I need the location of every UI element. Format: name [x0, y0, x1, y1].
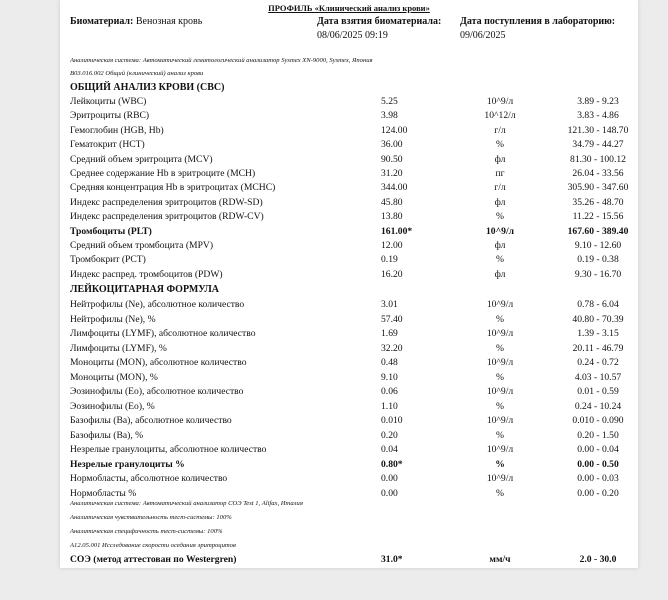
result-value: 124.00 [381, 124, 408, 136]
analyte-name: Индекс распред. тромбоцитов (PDW) [70, 268, 223, 280]
result-value: 0.00 [381, 487, 398, 499]
reference-range: 20.11 - 46.79 [572, 342, 624, 354]
table-row [60, 153, 638, 167]
analyte-name: Средняя концентрация Hb в эритроцитах (MCHC) [70, 182, 276, 194]
reference-range: 0.00 - 0.03 [577, 473, 619, 484]
table-row [60, 298, 638, 312]
analyte-name: Нейтрофилы (Ne), абсолютное количество [70, 299, 245, 310]
unit: г/л [494, 182, 506, 194]
sensitivity-note: Аналитическая чувствительность тест-системы: 100% [70, 514, 232, 521]
unit: 10^9/л [486, 444, 514, 455]
lab-date-label: Дата поступления в лабораторию: [460, 16, 616, 27]
reference-range: 4.03 - 10.57 [574, 371, 622, 383]
reference-range: 0.00 - 0.20 [577, 487, 619, 499]
biomaterial-label: Биоматериал: [70, 16, 134, 27]
reference-range: 167.60 - 389.40 [567, 225, 629, 237]
sample-date-value: 08/06/2025 09:19 [317, 30, 388, 41]
result-value: 344.00 [381, 182, 408, 194]
cbc-section-title: ОБЩИЙ АНАЛИЗ КРОВИ (CBC) [70, 82, 225, 93]
analyte-name: Моноциты (MON), абсолютное количество [70, 357, 247, 368]
table-row [60, 268, 638, 282]
reference-range: 0.010 - 0.090 [572, 415, 624, 426]
reference-range: 0.24 - 10.24 [574, 400, 622, 412]
table-row [60, 414, 638, 428]
table-row [60, 458, 638, 472]
analyte-name: Гематокрит (HCT) [70, 139, 145, 151]
biomaterial [70, 16, 202, 27]
unit: 10^9/л [486, 328, 514, 339]
unit: фл [494, 196, 506, 208]
result-value: 0.20 [381, 429, 398, 441]
unit: % [496, 429, 504, 441]
result-value: 0.19 [381, 254, 398, 266]
unit: 10^9/л [486, 415, 514, 426]
table-row [60, 181, 638, 195]
unit: г/л [494, 124, 506, 136]
table-row [60, 553, 638, 567]
lab-date-value: 09/06/2025 [460, 30, 506, 41]
table-row [60, 196, 638, 210]
result-value: 32.20 [381, 342, 403, 354]
table-row [60, 313, 638, 327]
table-row [60, 225, 638, 239]
analyte-name: Средний объем тромбоцита (MPV) [70, 240, 214, 251]
reference-range: 0.19 - 0.38 [577, 254, 619, 266]
unit: % [496, 254, 504, 266]
table-row [60, 95, 638, 109]
result-value: 3.01 [381, 299, 398, 310]
unit: 10^9/л [485, 225, 514, 237]
result-value: 5.25 [381, 96, 398, 107]
table-row [60, 400, 638, 414]
reference-range: 121.30 - 148.70 [567, 124, 629, 136]
table-row [60, 472, 638, 486]
reference-range: 11.22 - 15.56 [572, 211, 624, 223]
unit: фл [494, 240, 506, 251]
unit: 10^12/л [484, 110, 516, 122]
unit: % [496, 139, 504, 151]
unit: % [496, 342, 504, 354]
analyte-name: Базофилы (Ba), % [70, 429, 144, 441]
table-row [60, 253, 638, 267]
result-value: 161.00* [381, 225, 413, 237]
biomaterial-value: Венозная кровь [135, 16, 203, 27]
unit: 10^9/л [486, 473, 514, 484]
unit: % [496, 487, 504, 499]
analyte-name: Нормобласты % [70, 487, 137, 499]
analyte-name: Лейкоциты (WBC) [70, 96, 147, 107]
reference-range: 2.0 - 30.0 [579, 554, 617, 565]
analyte-name: СОЭ (метод аттестован по Westergren) [70, 554, 237, 565]
reference-range: 0.01 - 0.59 [577, 386, 619, 397]
analyte-name: Индекс распределения эритроцитов (RDW-CV) [70, 211, 264, 223]
result-value: 31.20 [381, 168, 403, 179]
table-row [60, 429, 638, 443]
table-row [60, 109, 638, 123]
analyzer-note: Аналитическая система: Автоматический гематологический анализатор Sysmex XN-9000, Sysmex, Япония [70, 57, 373, 64]
result-value: 0.010 [381, 415, 403, 426]
table-row [60, 487, 638, 501]
result-value: 0.80* [381, 458, 403, 470]
table-row [60, 385, 638, 399]
table-row [60, 124, 638, 138]
unit: % [496, 313, 504, 325]
esr-analyzer-note: Аналитическая система: Автоматический анализатор СОЭ Test 1, Alifax, Италия [70, 500, 303, 507]
reference-range: 0.24 - 0.72 [577, 357, 619, 368]
report-page [60, 0, 638, 568]
result-value: 31.0* [381, 554, 403, 565]
unit: 10^9/л [486, 357, 514, 368]
analyte-name: Тромбоциты (PLT) [70, 225, 152, 237]
table-row [60, 443, 638, 457]
reference-range: 40.80 - 70.39 [572, 313, 624, 325]
result-value: 1.10 [381, 400, 398, 412]
unit: % [496, 371, 504, 383]
result-value: 13.80 [381, 211, 403, 223]
reference-range: 35.26 - 48.70 [572, 196, 624, 208]
unit: фл [494, 268, 506, 280]
table-row [60, 356, 638, 370]
unit: 10^9/л [486, 96, 514, 107]
analyte-name: Нормобласты, абсолютное количество [70, 473, 228, 484]
analyte-name: Моноциты (MON), % [70, 371, 158, 383]
specificity-note: Аналитическая специфичность тест-системы: 100% [70, 528, 223, 535]
analyte-name: Базофилы (Ba), абсолютное количество [70, 415, 232, 426]
analyte-name: Индекс распределения эритроцитов (RDW-SD) [70, 196, 263, 208]
table-row [60, 327, 638, 341]
analyte-name: Среднее содержание Hb в эритроците (MCH) [70, 168, 256, 179]
reference-range: 305.90 - 347.60 [567, 182, 629, 194]
analyte-name: Эритроциты (RBC) [70, 110, 150, 122]
reference-range: 0.20 - 1.50 [577, 429, 619, 441]
sample-date-label: Дата взятия биоматериала: [317, 16, 442, 27]
reference-range: 9.30 - 16.70 [574, 268, 622, 280]
reference-range: 81.30 - 100.12 [570, 153, 626, 165]
reference-range: 1.39 - 3.15 [577, 328, 619, 339]
analyte-name: Тромбокрит (PCT) [70, 254, 146, 266]
test-code-note: B03.016.002 Общий (клинический) анализ крови [70, 70, 204, 77]
reference-range: 26.04 - 33.56 [572, 168, 624, 179]
diff-section-title: ЛЕЙКОЦИТАРНАЯ ФОРМУЛА [70, 284, 219, 295]
reference-range: 0.00 - 0.04 [577, 444, 619, 455]
result-value: 0.48 [381, 357, 398, 368]
table-row [60, 342, 638, 356]
unit: % [496, 400, 504, 412]
analyte-name: Гемоглобин (HGB, Hb) [70, 124, 164, 136]
reference-range: 0.78 - 6.04 [577, 299, 619, 310]
analyte-name: Эозинофилы (Eo), % [70, 400, 155, 412]
result-value: 1.69 [381, 328, 398, 339]
reference-range: 34.79 - 44.27 [572, 139, 624, 151]
reference-range: 0.00 - 0.50 [577, 458, 619, 470]
result-value: 16.20 [381, 268, 403, 280]
reference-range: 9.10 - 12.60 [574, 240, 622, 251]
esr-code-note: A12.05.001 Исследование скорости оседания эритроцитов [70, 542, 236, 549]
unit: пг [495, 168, 505, 179]
profile-title: ПРОФИЛЬ «Клинический анализ крови» [268, 3, 430, 13]
result-value: 90.50 [381, 153, 403, 165]
analyte-name: Эозинофилы (Eo), абсолютное количество [70, 386, 244, 397]
unit: 10^9/л [486, 299, 514, 310]
result-value: 45.80 [381, 196, 403, 208]
table-row [60, 210, 638, 224]
result-value: 0.06 [381, 386, 398, 397]
reference-range: 3.83 - 4.86 [577, 110, 619, 122]
result-value: 12.00 [381, 240, 403, 251]
unit: фл [494, 153, 506, 165]
result-value: 0.04 [381, 444, 398, 455]
result-value: 3.98 [381, 110, 398, 122]
unit: мм/ч [489, 554, 511, 565]
result-value: 57.40 [381, 313, 403, 325]
analyte-name: Незрелые гранулоциты % [70, 458, 185, 470]
reference-range: 3.89 - 9.23 [577, 96, 619, 107]
unit: 10^9/л [486, 386, 514, 397]
analyte-name: Лимфоциты (LYMF), % [70, 342, 167, 354]
analyte-name: Незрелые гранулоциты, абсолютное количество [70, 444, 267, 455]
analyte-name: Нейтрофилы (Ne), % [70, 313, 156, 325]
unit: % [496, 211, 504, 223]
table-row [60, 167, 638, 181]
result-value: 9.10 [381, 371, 398, 383]
analyte-name: Лимфоциты (LYMF), абсолютное количество [70, 328, 256, 339]
result-value: 36.00 [381, 139, 403, 151]
analyte-name: Средний объем эритроцита (MCV) [70, 153, 213, 165]
table-row [60, 371, 638, 385]
table-row [60, 138, 638, 152]
result-value: 0.00 [381, 473, 398, 484]
table-row [60, 239, 638, 253]
unit: % [495, 458, 505, 470]
